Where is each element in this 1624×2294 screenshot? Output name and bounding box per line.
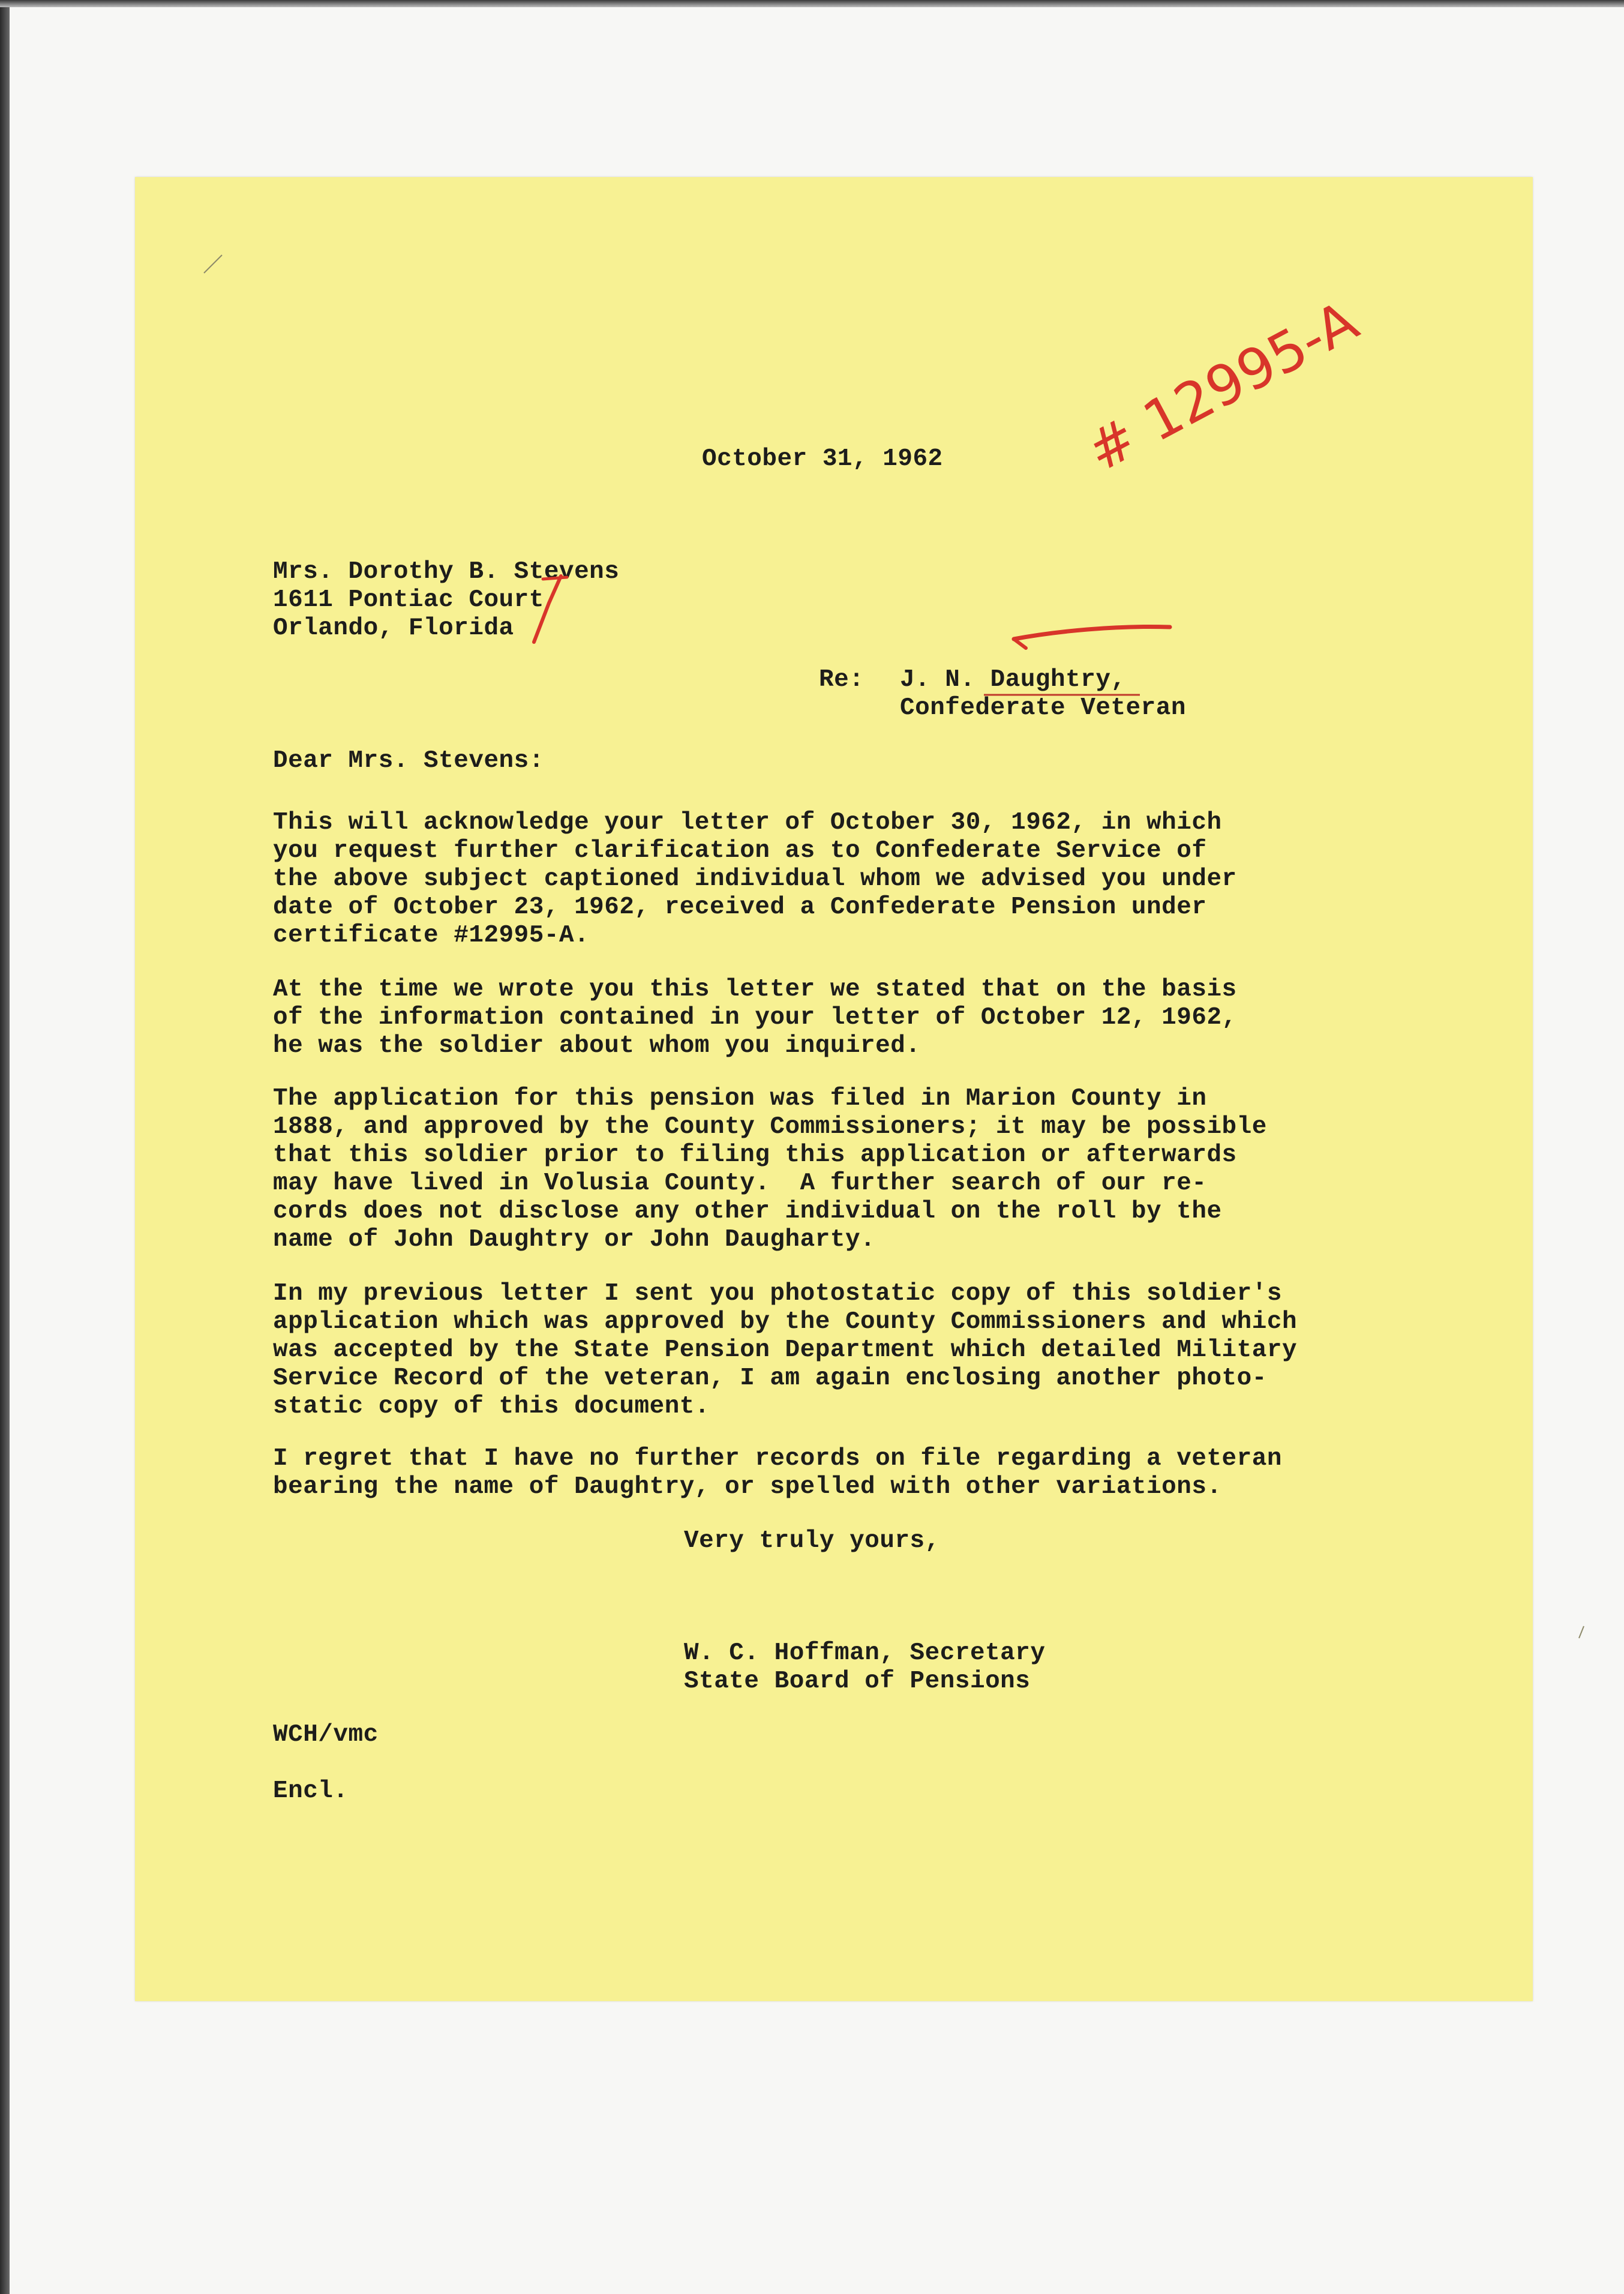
- body-line: that this soldier prior to filing this application or afterwards: [273, 1141, 1237, 1169]
- re-subject-title: Confederate Veteran: [900, 694, 1186, 722]
- body-line: In my previous letter I sent you photostatic copy of this soldier's: [273, 1280, 1282, 1308]
- body-line: At the time we wrote you this letter we stated that on the basis: [273, 976, 1237, 1003]
- body-line: date of October 23, 1962, received a Confederate Pension under: [273, 893, 1207, 921]
- body-line: I regret that I have no further records on file regarding a veteran: [273, 1445, 1282, 1473]
- body-line: name of John Daughtry or John Daugharty.: [273, 1226, 876, 1254]
- typist-initials: WCH/vmc: [273, 1721, 379, 1749]
- body-paragraph-5: [273, 1445, 1282, 1501]
- recipient-city: Orlando, Florida: [273, 614, 514, 642]
- body-line: This will acknowledge your letter of October 30, 1962, in which: [273, 809, 1222, 836]
- closing: Very truly yours,: [684, 1527, 940, 1555]
- scanner-left-edge: [0, 0, 10, 2294]
- recipient-name: Mrs. Dorothy B. Stevens: [273, 558, 620, 586]
- body-line: you request further clarification as to Confederate Service of: [273, 837, 1207, 865]
- body-line: Service Record of the veteran, I am again enclosing another photo-: [273, 1365, 1267, 1392]
- handwritten-certificate-number: # 12995-A: [1076, 289, 1368, 484]
- body-line: certificate #12995-A.: [273, 922, 590, 949]
- salutation: Dear Mrs. Stevens:: [273, 747, 544, 775]
- body-line: The application for this pension was filed in Marion County in: [273, 1085, 1207, 1112]
- signature-title: State Board of Pensions: [684, 1668, 1031, 1695]
- body-line: may have lived in Volusia County. A further search of our re-: [273, 1170, 1207, 1197]
- letter-date: October 31, 1962: [702, 445, 943, 473]
- body-line: application which was approved by the County Commissioners and which: [273, 1308, 1298, 1336]
- body-line: he was the soldier about whom you inquired.: [273, 1032, 921, 1060]
- scanner-top-edge: [0, 0, 1624, 7]
- body-line: was accepted by the State Pension Department which detailed Military: [273, 1336, 1298, 1364]
- body-paragraph-1: [273, 809, 1237, 950]
- body-line: 1888, and approved by the County Commissioners; it may be possible: [273, 1113, 1267, 1141]
- body-line: the above subject captioned individual whom we advised you under: [273, 865, 1237, 893]
- body-line: cords does not disclose any other individual on the roll by the: [273, 1198, 1222, 1225]
- re-label: Re:: [819, 666, 864, 694]
- signature-name: W. C. Hoffman, Secretary: [684, 1639, 1046, 1667]
- body-line: static copy of this document.: [273, 1393, 710, 1420]
- enclosure-note: Encl.: [273, 1777, 349, 1805]
- body-paragraph-2: [273, 976, 1237, 1060]
- body-paragraph-4: [273, 1280, 1297, 1421]
- body-paragraph-3: [273, 1085, 1267, 1254]
- recipient-street: 1611 Pontiac Court: [273, 586, 544, 614]
- re-subject-name: J. N. Daughtry,: [900, 666, 1126, 694]
- body-line: bearing the name of Daughtry, or spelled with other variations.: [273, 1473, 1222, 1501]
- paper-crease-mark: [1579, 1626, 1584, 1638]
- body-line: of the information contained in your letter of October 12, 1962,: [273, 1004, 1237, 1031]
